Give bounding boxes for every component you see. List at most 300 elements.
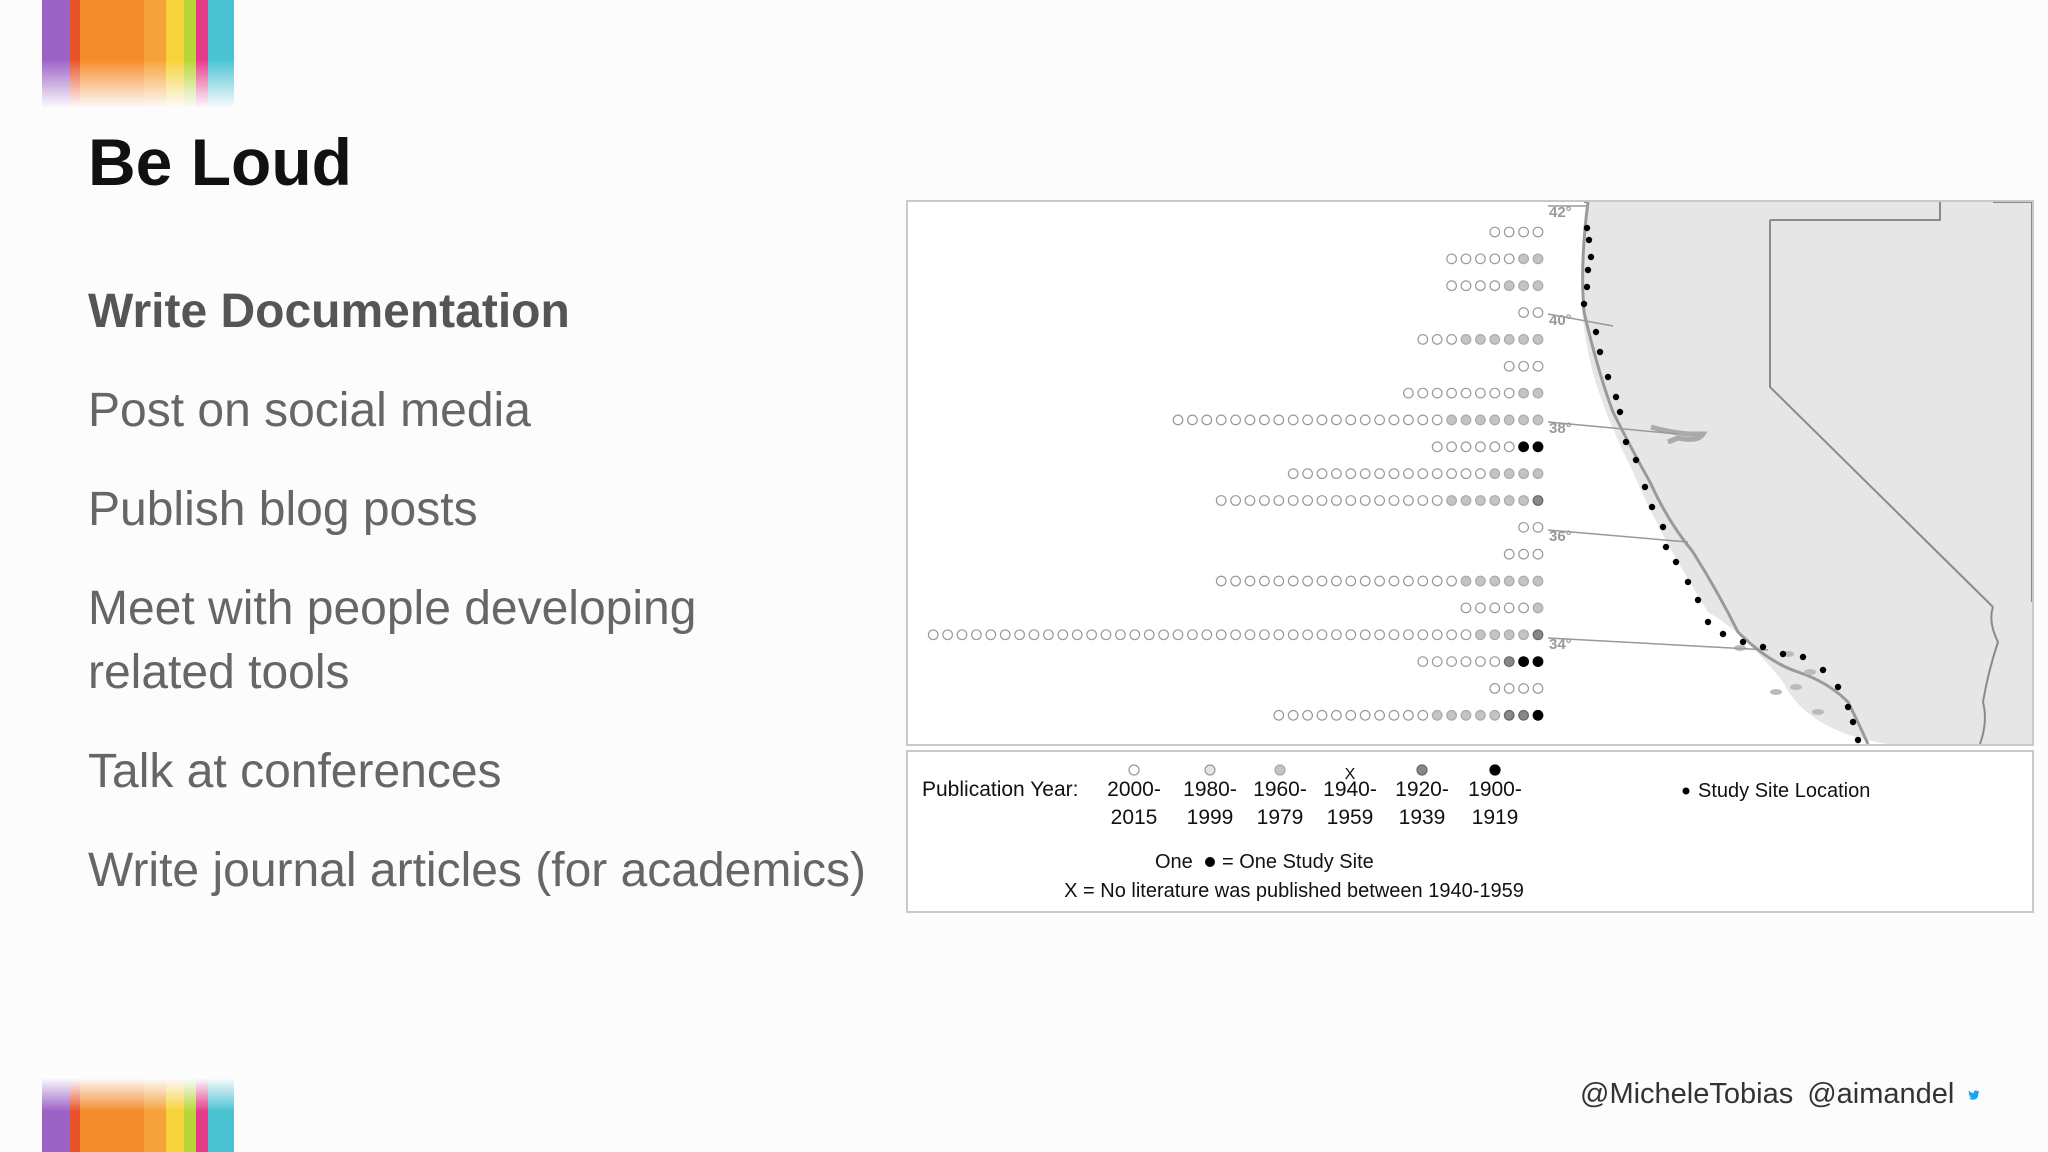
site-count-dot	[1533, 335, 1543, 345]
site-count-dot	[1015, 630, 1025, 640]
site-count-dot	[1461, 388, 1471, 398]
site-count-dot	[1418, 496, 1428, 506]
study-site-dot	[1586, 237, 1592, 243]
color-stripe	[70, 0, 80, 108]
site-count-dot	[1504, 227, 1514, 237]
site-count-dot	[1432, 576, 1442, 586]
latitude-label: 34°	[1549, 636, 1572, 653]
site-count-dot	[1476, 388, 1486, 398]
site-count-dot	[1504, 361, 1514, 371]
site-count-dot	[1303, 630, 1313, 640]
site-count-dot	[1317, 496, 1327, 506]
site-count-dot	[1533, 308, 1543, 318]
site-count-dot	[1360, 496, 1370, 506]
site-count-dot	[1404, 388, 1414, 398]
site-count-dot	[1317, 630, 1327, 640]
site-count-dot	[1461, 576, 1471, 586]
site-count-dot	[1418, 388, 1428, 398]
site-count-dot	[1476, 711, 1486, 721]
site-count-dot	[957, 630, 967, 640]
site-count-dot	[1303, 496, 1313, 506]
site-count-dot	[1360, 415, 1370, 425]
site-count-dot	[1490, 657, 1500, 667]
site-count-dot	[1504, 684, 1514, 694]
site-count-dot	[1504, 576, 1514, 586]
site-count-dot	[1173, 630, 1183, 640]
study-site-dot	[1581, 301, 1587, 307]
site-count-dot	[1317, 415, 1327, 425]
site-count-dot	[1058, 630, 1068, 640]
study-site-dot	[1820, 667, 1826, 673]
site-count-dot	[1375, 415, 1385, 425]
site-count-dot	[1519, 308, 1529, 318]
site-count-dot	[1418, 657, 1428, 667]
site-count-dot	[1461, 657, 1471, 667]
legend-period-end: 1999	[1186, 806, 1234, 829]
channel-island	[1790, 684, 1802, 690]
site-count-dot	[1461, 415, 1471, 425]
legend-period-start: 1980-	[1183, 778, 1237, 801]
site-count-dot	[1461, 496, 1471, 506]
site-count-dot	[1461, 335, 1471, 345]
site-count-dot	[1504, 388, 1514, 398]
site-count-dot	[943, 630, 953, 640]
site-count-dot	[1519, 442, 1529, 452]
study-site-dot	[1642, 484, 1648, 490]
site-count-dot	[1533, 227, 1543, 237]
site-count-dot	[1360, 469, 1370, 479]
legend-period-end: 2015	[1110, 806, 1158, 829]
site-count-dot	[1274, 415, 1284, 425]
site-count-dot	[1432, 496, 1442, 506]
study-site-dot	[1597, 349, 1603, 355]
color-stripe	[144, 0, 166, 108]
site-count-dot	[1447, 576, 1457, 586]
site-count-dot	[1476, 630, 1486, 640]
site-count-dot	[1404, 711, 1414, 721]
site-count-dot	[1533, 549, 1543, 559]
site-count-dot	[1432, 335, 1442, 345]
site-count-dot	[1447, 657, 1457, 667]
site-count-dot	[1072, 630, 1082, 640]
site-count-dot	[1274, 496, 1284, 506]
site-count-dot	[1288, 630, 1298, 640]
site-count-dot	[1519, 469, 1529, 479]
color-stripe	[166, 0, 184, 108]
site-count-dot	[1404, 496, 1414, 506]
latitude-label: 40°	[1549, 312, 1572, 329]
site-count-dot	[1332, 496, 1342, 506]
handle-michele[interactable]: @MicheleTobias	[1580, 1078, 1794, 1110]
legend-period-end: 1959	[1326, 806, 1374, 829]
site-count-dot	[1418, 415, 1428, 425]
legend-period-start: 1900-	[1468, 778, 1522, 801]
site-count-dot	[1476, 415, 1486, 425]
legend-period-start: 1940-	[1323, 778, 1377, 801]
site-count-dot	[1317, 576, 1327, 586]
site-count-dot	[1490, 254, 1500, 264]
site-count-dot	[1476, 254, 1486, 264]
site-count-dot	[1216, 496, 1226, 506]
site-count-dot	[1519, 496, 1529, 506]
twitter-bird-icon[interactable]	[1968, 1081, 1980, 1109]
site-count-dot	[1303, 469, 1313, 479]
handle-aimandel[interactable]: @aimandel	[1807, 1078, 1955, 1110]
color-stripes-bottom	[42, 1078, 260, 1152]
study-site-dot	[1673, 559, 1679, 565]
site-count-dot	[1519, 388, 1529, 398]
legend-period-start: 1920-	[1395, 778, 1449, 801]
site-count-dot	[1432, 442, 1442, 452]
legend-note-x: X = No literature was published between 1940-1959	[1064, 880, 1524, 902]
site-count-dot	[1418, 711, 1428, 721]
site-count-dot	[1202, 415, 1212, 425]
site-count-dot	[1360, 711, 1370, 721]
study-site-dot	[1663, 544, 1669, 550]
study-site-dot	[1685, 579, 1691, 585]
site-count-dot	[1404, 415, 1414, 425]
site-count-dot	[1533, 415, 1543, 425]
site-count-dot	[1533, 684, 1543, 694]
site-count-dot	[1490, 227, 1500, 237]
legend-x-marker: X	[1344, 766, 1356, 783]
site-count-dot	[1346, 496, 1356, 506]
legend-note-one-suffix: = One Study Site	[1222, 851, 1374, 873]
study-site-dot	[1633, 457, 1639, 463]
site-count-dot	[1461, 254, 1471, 264]
item-conferences: Talk at conferences	[88, 745, 502, 798]
site-count-dot	[1389, 415, 1399, 425]
site-count-dot	[1461, 442, 1471, 452]
site-count-dot	[1447, 469, 1457, 479]
site-count-dot	[1245, 630, 1255, 640]
site-count-dot	[1389, 630, 1399, 640]
study-site-dot	[1740, 639, 1746, 645]
study-site-dot	[1705, 619, 1711, 625]
latitude-label: 36°	[1549, 528, 1572, 545]
site-count-dot	[1504, 415, 1514, 425]
footer	[1580, 1078, 1980, 1111]
study-site-dot	[1623, 439, 1629, 445]
legend-marker-black-circle	[1490, 765, 1500, 775]
site-count-dot	[1432, 711, 1442, 721]
legend-note-dot	[1205, 857, 1215, 867]
site-count-dot	[1461, 281, 1471, 291]
color-stripe	[184, 1078, 196, 1152]
site-count-dot	[1288, 576, 1298, 586]
site-count-dot	[1533, 361, 1543, 371]
site-count-dot	[1447, 254, 1457, 264]
color-stripe	[196, 0, 208, 108]
site-count-dot	[1288, 711, 1298, 721]
site-count-dot	[1274, 576, 1284, 586]
site-count-dot	[1346, 415, 1356, 425]
site-count-dot	[1490, 496, 1500, 506]
site-count-dot	[1447, 711, 1457, 721]
legend-marker-dark-circle	[1417, 765, 1427, 775]
site-count-dot	[1490, 576, 1500, 586]
site-count-dot	[1346, 630, 1356, 640]
site-count-dot	[1332, 711, 1342, 721]
site-count-dot	[1519, 549, 1529, 559]
site-count-dot	[1087, 630, 1097, 640]
site-count-dot	[1101, 630, 1111, 640]
site-count-dot	[1274, 711, 1284, 721]
site-count-dot	[1288, 469, 1298, 479]
item-meet-developers: Meet with people developing related tools	[88, 582, 697, 699]
site-count-dot	[1533, 657, 1543, 667]
map-figure	[908, 202, 2032, 744]
site-count-dot	[1260, 630, 1270, 640]
site-count-dot	[1404, 630, 1414, 640]
item-social-media: Post on social media	[88, 384, 531, 437]
site-count-dot	[1389, 576, 1399, 586]
site-count-dot	[1375, 630, 1385, 640]
site-count-dot	[1432, 415, 1442, 425]
site-count-dot	[1447, 415, 1457, 425]
site-count-dot	[1533, 523, 1543, 533]
site-count-dot	[1260, 576, 1270, 586]
site-count-dot	[1504, 335, 1514, 345]
site-count-dot	[1533, 603, 1543, 613]
site-count-dot	[1490, 684, 1500, 694]
site-count-dot	[1504, 657, 1514, 667]
site-count-dot	[1360, 576, 1370, 586]
site-count-dot	[1490, 442, 1500, 452]
site-count-dot	[1476, 335, 1486, 345]
site-count-dot	[1476, 603, 1486, 613]
site-count-dot	[1519, 630, 1529, 640]
site-count-dot	[1447, 442, 1457, 452]
site-count-dot	[1476, 576, 1486, 586]
item-write-documentation: Write Documentation	[88, 285, 570, 338]
site-count-dot	[1461, 603, 1471, 613]
site-count-dot	[1476, 657, 1486, 667]
site-count-dot	[1303, 576, 1313, 586]
site-count-dot	[1533, 469, 1543, 479]
study-site-dot	[1845, 704, 1851, 710]
site-count-dot	[1490, 415, 1500, 425]
site-count-dot	[1504, 496, 1514, 506]
study-site-dot	[1649, 504, 1655, 510]
site-count-dot	[1490, 711, 1500, 721]
site-count-dot	[1519, 711, 1529, 721]
site-count-dot	[1432, 630, 1442, 640]
site-count-dot	[1389, 469, 1399, 479]
study-site-dot	[1780, 651, 1786, 657]
study-site-dot	[1584, 225, 1590, 231]
study-site-dot	[1855, 737, 1861, 743]
study-site-dot	[1593, 329, 1599, 335]
color-stripe	[144, 1078, 166, 1152]
site-count-dot	[1389, 711, 1399, 721]
study-site-dot	[1617, 409, 1623, 415]
legend-period-start: 2000-	[1107, 778, 1161, 801]
site-count-dot	[1504, 442, 1514, 452]
site-count-dot	[1000, 630, 1010, 640]
site-count-dot	[1245, 415, 1255, 425]
legend-period-start: 1960-	[1253, 778, 1307, 801]
site-count-dot	[1317, 469, 1327, 479]
site-count-dot	[1317, 711, 1327, 721]
site-count-dot	[1476, 469, 1486, 479]
site-count-dot	[1490, 281, 1500, 291]
study-site-dot	[1584, 284, 1590, 290]
site-count-dot	[1375, 711, 1385, 721]
site-count-dot	[1130, 630, 1140, 640]
site-count-dot	[1490, 388, 1500, 398]
site-count-dot	[1231, 415, 1241, 425]
site-count-dot	[1375, 469, 1385, 479]
site-count-dot	[1533, 388, 1543, 398]
site-count-dot	[1504, 630, 1514, 640]
color-stripe	[42, 1078, 70, 1152]
legend-marker-light-circle	[1205, 765, 1215, 775]
site-count-dot	[1519, 523, 1529, 533]
site-count-dot	[1461, 469, 1471, 479]
site-count-dot	[1375, 576, 1385, 586]
site-count-dot	[1044, 630, 1054, 640]
site-count-dot	[928, 630, 938, 640]
site-count-dot	[1533, 496, 1543, 506]
site-count-dot	[1519, 227, 1529, 237]
channel-island	[1812, 709, 1824, 715]
color-stripe	[80, 1078, 144, 1152]
site-count-dot	[1519, 361, 1529, 371]
site-count-dot	[1519, 603, 1529, 613]
site-count-dot	[1346, 711, 1356, 721]
site-count-dot	[1476, 442, 1486, 452]
site-count-dot	[1332, 630, 1342, 640]
site-count-dot	[1504, 711, 1514, 721]
site-count-dot	[1533, 711, 1543, 721]
color-stripe	[208, 1078, 234, 1152]
study-site-dot	[1720, 631, 1726, 637]
study-site-dot	[1613, 394, 1619, 400]
color-stripe	[166, 1078, 184, 1152]
site-count-dot	[1288, 496, 1298, 506]
site-count-dot	[1144, 630, 1154, 640]
site-count-dot	[1519, 415, 1529, 425]
study-site-dot	[1850, 719, 1856, 725]
legend-marker-open-circle	[1129, 765, 1139, 775]
study-site-dot	[1605, 374, 1611, 380]
site-count-dot	[1173, 415, 1183, 425]
color-stripes-top	[42, 0, 260, 108]
study-site-dot	[1760, 644, 1766, 650]
channel-island	[1804, 669, 1816, 675]
site-count-dot	[1447, 335, 1457, 345]
study-site-dot	[1588, 254, 1594, 260]
site-count-dot	[1216, 630, 1226, 640]
site-count-dot	[1490, 603, 1500, 613]
study-site-dot	[1800, 654, 1806, 660]
color-stripe	[184, 0, 196, 108]
site-count-dot	[1116, 630, 1126, 640]
color-stripe	[42, 0, 70, 108]
item-journal-articles: Write journal articles (for academics)	[88, 844, 867, 897]
site-count-dot	[1447, 281, 1457, 291]
site-count-dot	[1231, 630, 1241, 640]
site-count-dot	[1418, 576, 1428, 586]
site-count-dot	[1447, 630, 1457, 640]
site-count-dot	[1504, 469, 1514, 479]
channel-island	[1770, 689, 1782, 695]
site-count-dot	[1447, 388, 1457, 398]
site-count-dot	[1533, 281, 1543, 291]
site-count-dot	[1159, 630, 1169, 640]
color-stripe	[80, 0, 144, 108]
site-count-dot	[986, 630, 996, 640]
site-count-dot	[1519, 576, 1529, 586]
site-count-dot	[1245, 496, 1255, 506]
site-count-dot	[1332, 469, 1342, 479]
color-stripe	[70, 1078, 80, 1152]
site-count-dot	[1288, 415, 1298, 425]
site-count-dot	[1303, 415, 1313, 425]
site-count-dot	[1432, 388, 1442, 398]
site-count-dot	[1490, 335, 1500, 345]
slide-bullet-list	[88, 280, 908, 938]
site-count-dot	[1216, 576, 1226, 586]
site-count-dot	[1519, 254, 1529, 264]
site-count-dot	[1332, 415, 1342, 425]
site-count-dot	[1519, 657, 1529, 667]
slide-title: Be Loud	[88, 125, 352, 199]
latitude-label: 42°	[1549, 204, 1572, 221]
legend-site-dot	[1683, 788, 1690, 795]
site-count-dot	[1533, 576, 1543, 586]
site-count-dot	[1519, 684, 1529, 694]
color-stripe	[208, 0, 234, 108]
site-count-dot	[1504, 549, 1514, 559]
map-legend	[906, 750, 2034, 913]
site-count-dot	[1260, 496, 1270, 506]
site-count-dot	[1202, 630, 1212, 640]
site-count-dot	[1231, 496, 1241, 506]
site-count-dot	[1245, 576, 1255, 586]
site-count-dot	[1519, 281, 1529, 291]
site-count-dot	[1533, 630, 1543, 640]
site-count-dot	[1188, 415, 1198, 425]
site-count-dot	[1260, 415, 1270, 425]
study-site-dot	[1585, 267, 1591, 273]
site-count-dot	[1332, 576, 1342, 586]
site-count-dot	[1418, 469, 1428, 479]
legend-period-end: 1919	[1471, 806, 1519, 829]
site-count-dot	[1476, 496, 1486, 506]
site-count-dot	[1432, 657, 1442, 667]
site-count-dot	[1346, 469, 1356, 479]
site-count-dot	[1461, 711, 1471, 721]
legend-note-one-prefix: One	[1155, 851, 1193, 873]
site-count-dot	[1188, 630, 1198, 640]
item-blog-posts: Publish blog posts	[88, 483, 478, 536]
legend-period-end: 1979	[1256, 806, 1304, 829]
site-count-dot	[1490, 630, 1500, 640]
site-count-dot	[1418, 335, 1428, 345]
site-count-dot	[1432, 469, 1442, 479]
latitude-line	[1548, 638, 1768, 650]
site-count-dot	[1360, 630, 1370, 640]
twitter-bird-shape	[1969, 1090, 1980, 1099]
color-stripe	[196, 1078, 208, 1152]
study-site-dot	[1835, 684, 1841, 690]
site-count-dot	[1404, 469, 1414, 479]
legend-title: Publication Year:	[922, 778, 1079, 801]
site-count-dot	[972, 630, 982, 640]
legend-figure	[908, 752, 2032, 911]
